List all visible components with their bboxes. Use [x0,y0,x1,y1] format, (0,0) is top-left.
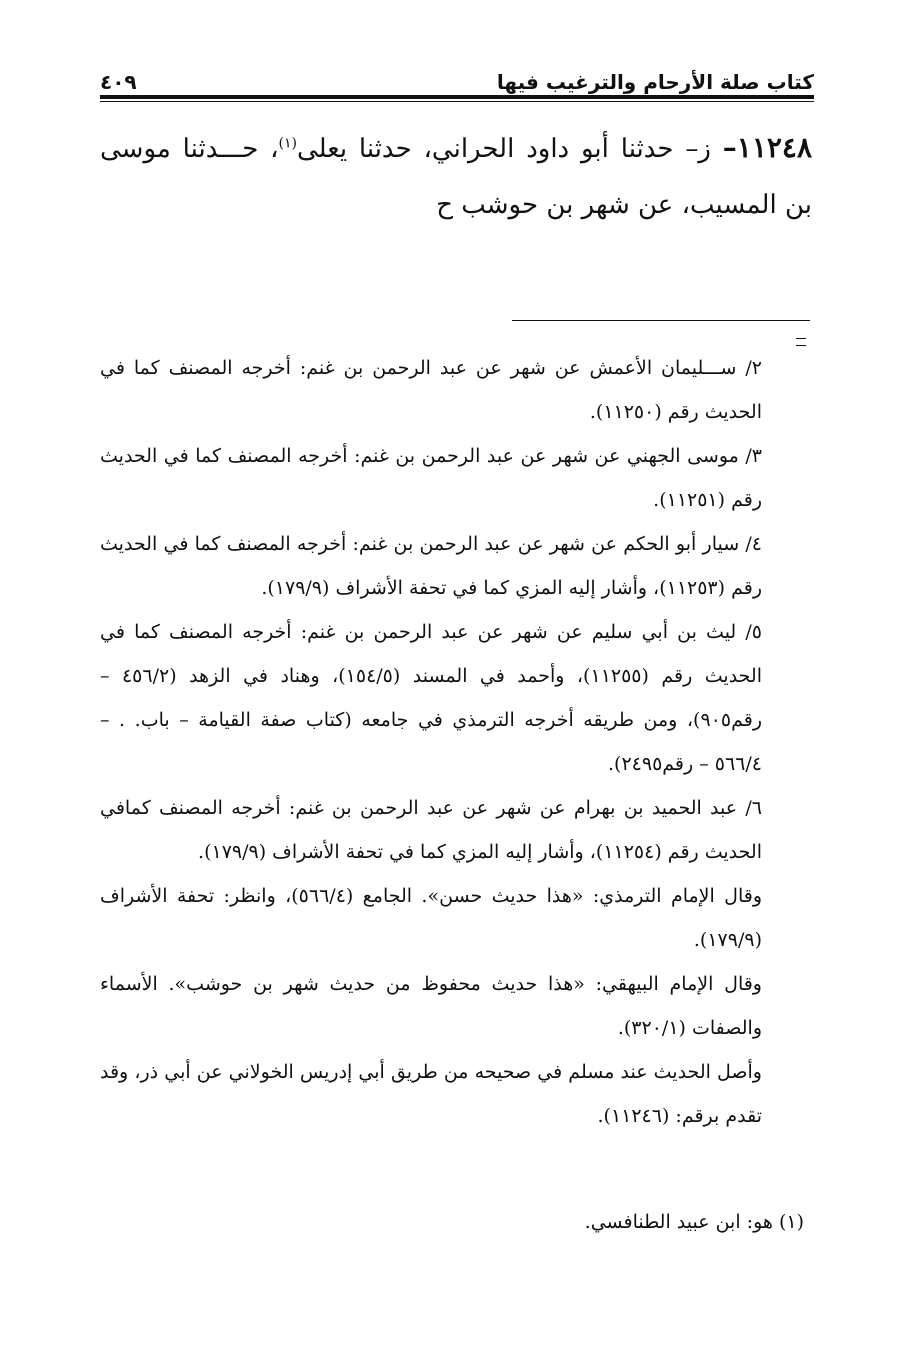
note-paragraph: وقال الإمام الترمذي: «هذا حديث حسن». الجامع (٥٦٦/٤)، وانظر: تحفة الأشراف (١٧٩/٩). [100,885,762,951]
running-title: كتاب صلة الأرحام والترغيب فيها [496,70,814,94]
page-header [100,60,814,94]
footnote-separator [512,320,810,321]
footnote: (١) هو: ابن عبيد الطنافسي. [584,1211,804,1233]
note-paragraph: ٢/ ســـليمان الأعمش عن شهر عن عبد الرحمن بن غنم: أخرجه المصنف كما في الحديث رقم (١١٢٥٠). [100,357,762,423]
hadith-text [100,120,812,233]
note-paragraph: وأصل الحديث عند مسلم في صحيحه من طريق أبي إدريس الخولاني عن أبي ذر، وقد تقدم برقم: (١١٢٤٦). [100,1061,762,1127]
hadith-chain-part-2: ، حـــدثنا موسى بن المسيب، عن شهر بن حوشب ح [100,134,812,220]
continuation-mark [796,338,806,346]
note-paragraph: وقال الإمام البيهقي: «هذا حديث محفوظ من حديث شهر بن حوشب». الأسماء والصفات (٣٢٠/١). [100,973,762,1039]
header-rule-thick [100,95,814,99]
footnote-reference: (١) [278,135,297,152]
note-paragraph: ٥/ ليث بن أبي سليم عن شهر عن عبد الرحمن بن غنم: أخرجه المصنف كما في الحديث رقم (١١٢٥٥)، وأحمد في المسند (١٥٤/٥)، وهناد في الزهد (٤٥٦/٢ – رقم٩٠٥)، ومن طريقه أخرجه الترمذي في جامعه (كتاب صفة القيامة – باب. . – ٥٦٦/٤ – رقم٢٤٩٥). [100,621,763,775]
page-number: ٤٠٩ [100,70,137,94]
note-paragraph: ٣/ موسى الجهني عن شهر عن عبد الرحمن بن غنم: أخرجه المصنف كما في الحديث رقم (١١٢٥١). [100,445,762,511]
commentary-notes [100,346,762,1138]
note-paragraph: ٦/ عبد الحميد بن بهرام عن شهر عن عبد الرحمن بن غنم: أخرجه المصنف كمافي الحديث رقم (١١٢٥٤)، وأشار إليه المزي كما في تحفة الأشراف (١٧٩/٩). [100,797,762,863]
note-paragraph: ٤/ سيار أبو الحكم عن شهر عن عبد الرحمن بن غنم: أخرجه المصنف كما في الحديث رقم (١١٢٥٣)، وأشار إليه المزي كما في تحفة الأشراف (١٧٩/٩). [100,533,762,599]
hadith-number: ١١٢٤٨– [722,131,812,164]
hadith-chain-part-1: ز– حدثنا أبو داود الحراني، حدثنا يعلى [297,134,723,164]
header-rule-thin [100,101,814,102]
